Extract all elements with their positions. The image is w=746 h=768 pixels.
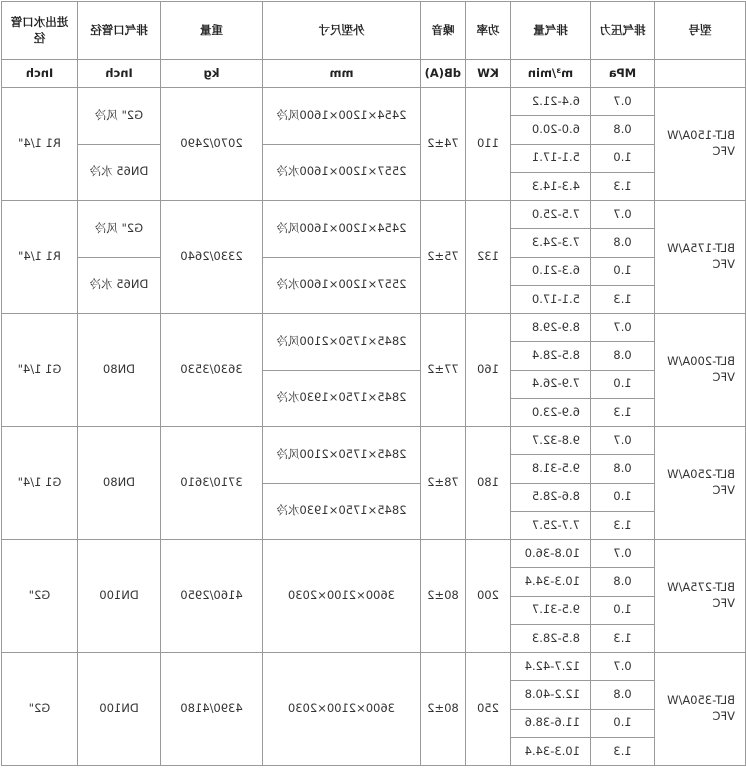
unit-outlet: Inch	[78, 60, 161, 88]
outlet-cell: DN100	[78, 653, 161, 766]
pressure-cell: 0.7	[591, 653, 655, 681]
power-cell: 180	[466, 427, 511, 540]
header-water: 进出水口管径	[2, 2, 78, 60]
unit-row	[2, 60, 746, 88]
flow-cell: 6.4-21.2	[511, 88, 591, 116]
pressure-cell: 1.0	[591, 709, 655, 737]
weight-cell: 3710/3610	[161, 427, 263, 540]
pressure-cell: 1.3	[591, 737, 655, 765]
weight-cell: 4390/4180	[161, 653, 263, 766]
spec-table	[1, 1, 746, 766]
unit-dimensions: mm	[263, 60, 421, 88]
pressure-cell: 0.8	[591, 681, 655, 709]
model-cell: BLT-175A/W VFC	[655, 201, 746, 314]
pressure-cell: 0.8	[591, 455, 655, 483]
flow-cell: 9.5-31.7	[511, 596, 591, 624]
pressure-cell: 1.3	[591, 172, 655, 200]
header-noise: 噪音	[421, 2, 466, 60]
table-row	[2, 314, 746, 342]
pressure-cell: 0.8	[591, 568, 655, 596]
pressure-cell: 1.0	[591, 370, 655, 398]
dimensions-cell: 2454×1200×1600风冷	[263, 201, 421, 258]
flow-cell: 4.3-14.3	[511, 172, 591, 200]
pressure-cell: 0.7	[591, 427, 655, 455]
unit-power: KW	[466, 60, 511, 88]
outlet-cell: DN100	[78, 540, 161, 653]
water-cell: G1 1/4"	[2, 314, 78, 427]
dimensions-cell	[263, 653, 421, 766]
noise-cell: 80±2	[421, 540, 466, 653]
flow-cell: 5.1-17.0	[511, 285, 591, 313]
flow-cell: 8.5-28.3	[511, 624, 591, 652]
table-row	[2, 201, 746, 229]
flow-cell: 10.3-34.4	[511, 568, 591, 596]
header-flow: 排气量	[511, 2, 591, 60]
dimensions-cell: 2845×1750×2100风冷	[263, 427, 421, 484]
water-cell: G2"	[2, 540, 78, 653]
header-model: 型号	[655, 2, 746, 60]
model-cell: BLT-275A/W VFC	[655, 540, 746, 653]
model-cell: BLT-250A/W VFC	[655, 427, 746, 540]
dimensions-cell	[263, 540, 421, 653]
outlet-cell: DN80	[78, 314, 161, 427]
dimensions-cell: 2454×1200×1600风冷	[263, 88, 421, 145]
pressure-cell: 0.7	[591, 540, 655, 568]
table-row	[2, 540, 746, 568]
pressure-cell: 1.3	[591, 624, 655, 652]
flow-cell: 9.8-32.7	[511, 427, 591, 455]
weight-cell: 2330/2640	[161, 201, 263, 314]
power-cell: 132	[466, 201, 511, 314]
pressure-cell: 1.3	[591, 285, 655, 313]
header-dimensions: 外型尺寸	[263, 2, 421, 60]
flow-cell: 12.7-42.4	[511, 653, 591, 681]
dimensions-cell: 2845×1750×2100风冷	[263, 314, 421, 371]
outlet-cell: DN65 水冷	[78, 144, 161, 201]
pressure-cell: 1.3	[591, 398, 655, 426]
flow-cell: 8.9-29.8	[511, 314, 591, 342]
table-row	[2, 653, 746, 681]
power-cell: 110	[466, 88, 511, 201]
unit-noise: dB(A)	[421, 60, 466, 88]
power-cell: 250	[466, 653, 511, 766]
noise-cell: 75±2	[421, 201, 466, 314]
flow-cell: 8.5-28.4	[511, 342, 591, 370]
flow-cell: 7.3-24.3	[511, 229, 591, 257]
spec-body	[2, 88, 746, 766]
flow-cell: 6.9-23.0	[511, 398, 591, 426]
outlet-cell: DN80	[78, 427, 161, 540]
weight-cell: 3630/3530	[161, 314, 263, 427]
outlet-cell: G2" 风冷	[78, 201, 161, 258]
flow-cell: 10.3-34.4	[511, 737, 591, 765]
power-cell: 200	[466, 540, 511, 653]
flow-cell: 5.1-17.1	[511, 144, 591, 172]
dimensions-cell: 2557×1200×1600水冷	[263, 257, 421, 314]
unit-pressure: MPa	[591, 60, 655, 88]
noise-cell: 78±2	[421, 427, 466, 540]
flow-cell: 11.6-38.6	[511, 709, 591, 737]
water-cell: G2"	[2, 653, 78, 766]
dimensions-cell: 2557×1200×1600水冷	[263, 144, 421, 201]
model-cell: BLT-200A/W VFC	[655, 314, 746, 427]
pressure-cell: 1.0	[591, 596, 655, 624]
header-outlet: 排气口管径	[78, 2, 161, 60]
pressure-cell: 1.3	[591, 511, 655, 539]
flow-cell: 6.3-21.0	[511, 257, 591, 285]
table-row	[2, 88, 746, 116]
dimension-line: 3600×2100×2030	[287, 588, 396, 603]
flow-cell: 7.5-25.0	[511, 201, 591, 229]
model-cell: BLT-150A/W VFC	[655, 88, 746, 201]
outlet-cell: G2" 风冷	[78, 88, 161, 145]
table-row	[2, 144, 746, 172]
water-cell: R1 1/4"	[2, 201, 78, 314]
flow-cell: 7.7-25.7	[511, 511, 591, 539]
table-row	[2, 257, 746, 285]
power-cell: 160	[466, 314, 511, 427]
pressure-cell: 0.8	[591, 116, 655, 144]
water-cell: G1 1/4"	[2, 427, 78, 540]
flow-cell: 12.2-40.8	[511, 681, 591, 709]
header-pressure: 排气压力	[591, 2, 655, 60]
header-power: 功率	[466, 2, 511, 60]
noise-cell: 80±2	[421, 653, 466, 766]
dimensions-cell: 2845×1750×1930水冷	[263, 483, 421, 540]
pressure-cell: 1.0	[591, 257, 655, 285]
outlet-cell: DN65 水冷	[78, 257, 161, 314]
unit-water: Inch	[2, 60, 78, 88]
flow-cell: 10.8-36.0	[511, 540, 591, 568]
weight-cell: 4160/2950	[161, 540, 263, 653]
pressure-cell: 0.7	[591, 88, 655, 116]
pressure-cell: 0.8	[591, 229, 655, 257]
flow-cell: 8.6-28.5	[511, 483, 591, 511]
unit-flow: m³/min	[511, 60, 591, 88]
pressure-cell: 1.0	[591, 483, 655, 511]
header-weight: 重量	[161, 2, 263, 60]
pressure-cell: 0.7	[591, 314, 655, 342]
pressure-cell: 1.0	[591, 144, 655, 172]
pressure-cell: 0.8	[591, 342, 655, 370]
flow-cell: 7.9-26.4	[511, 370, 591, 398]
dimension-line: 3600×2100×2030	[287, 701, 396, 716]
noise-cell: 74±2	[421, 88, 466, 201]
noise-cell: 77±2	[421, 314, 466, 427]
table-row	[2, 427, 746, 455]
header-row	[2, 2, 746, 60]
water-cell: R1 1/4"	[2, 88, 78, 201]
pressure-cell: 0.7	[591, 201, 655, 229]
model-cell: BLT-350A/W VFC	[655, 653, 746, 766]
weight-cell: 2070/2490	[161, 88, 263, 201]
flow-cell: 6.0-20.0	[511, 116, 591, 144]
flow-cell: 9.5-31.8	[511, 455, 591, 483]
unit-model	[655, 60, 746, 88]
dimensions-cell: 2845×1750×1930水冷	[263, 370, 421, 427]
unit-weight: kg	[161, 60, 263, 88]
